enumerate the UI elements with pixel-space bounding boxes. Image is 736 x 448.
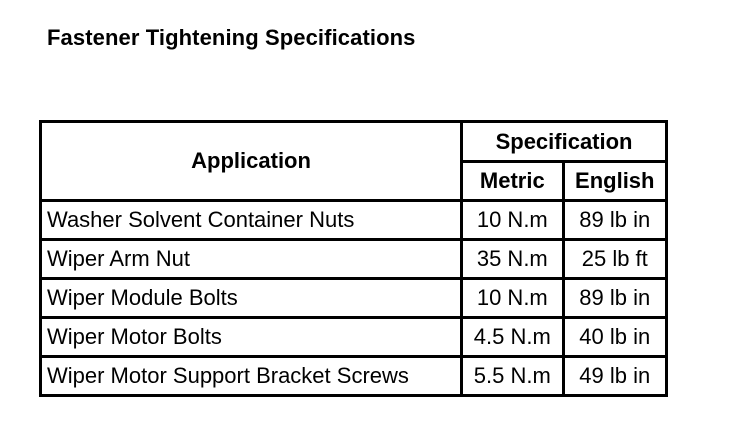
english-cell: 40 lb in (563, 318, 666, 357)
application-cell: Wiper Motor Bolts (41, 318, 462, 357)
application-cell: Wiper Module Bolts (41, 279, 462, 318)
application-cell: Washer Solvent Container Nuts (41, 201, 462, 240)
metric-cell: 10 N.m (462, 201, 563, 240)
metric-cell: 5.5 N.m (462, 357, 563, 396)
table-row (41, 279, 667, 318)
header-row-top (41, 122, 667, 162)
english-header: English (563, 162, 666, 201)
table-body (41, 201, 667, 396)
table-row (41, 357, 667, 396)
page-title: Fastener Tightening Specifications (47, 25, 416, 50)
specification-header: Specification (462, 122, 667, 162)
metric-header: Metric (462, 162, 563, 201)
application-cell: Wiper Arm Nut (41, 240, 462, 279)
metric-cell: 4.5 N.m (462, 318, 563, 357)
application-cell: Wiper Motor Support Bracket Screws (41, 357, 462, 396)
english-cell: 89 lb in (563, 201, 666, 240)
table-header (41, 122, 667, 201)
english-cell: 49 lb in (563, 357, 666, 396)
english-cell: 89 lb in (563, 279, 666, 318)
english-cell: 25 lb ft (563, 240, 666, 279)
table-row (41, 201, 667, 240)
metric-cell: 35 N.m (462, 240, 563, 279)
metric-cell: 10 N.m (462, 279, 563, 318)
application-header: Application (41, 122, 462, 201)
table-row (41, 318, 667, 357)
table-row (41, 240, 667, 279)
fastener-spec-table (39, 120, 668, 397)
